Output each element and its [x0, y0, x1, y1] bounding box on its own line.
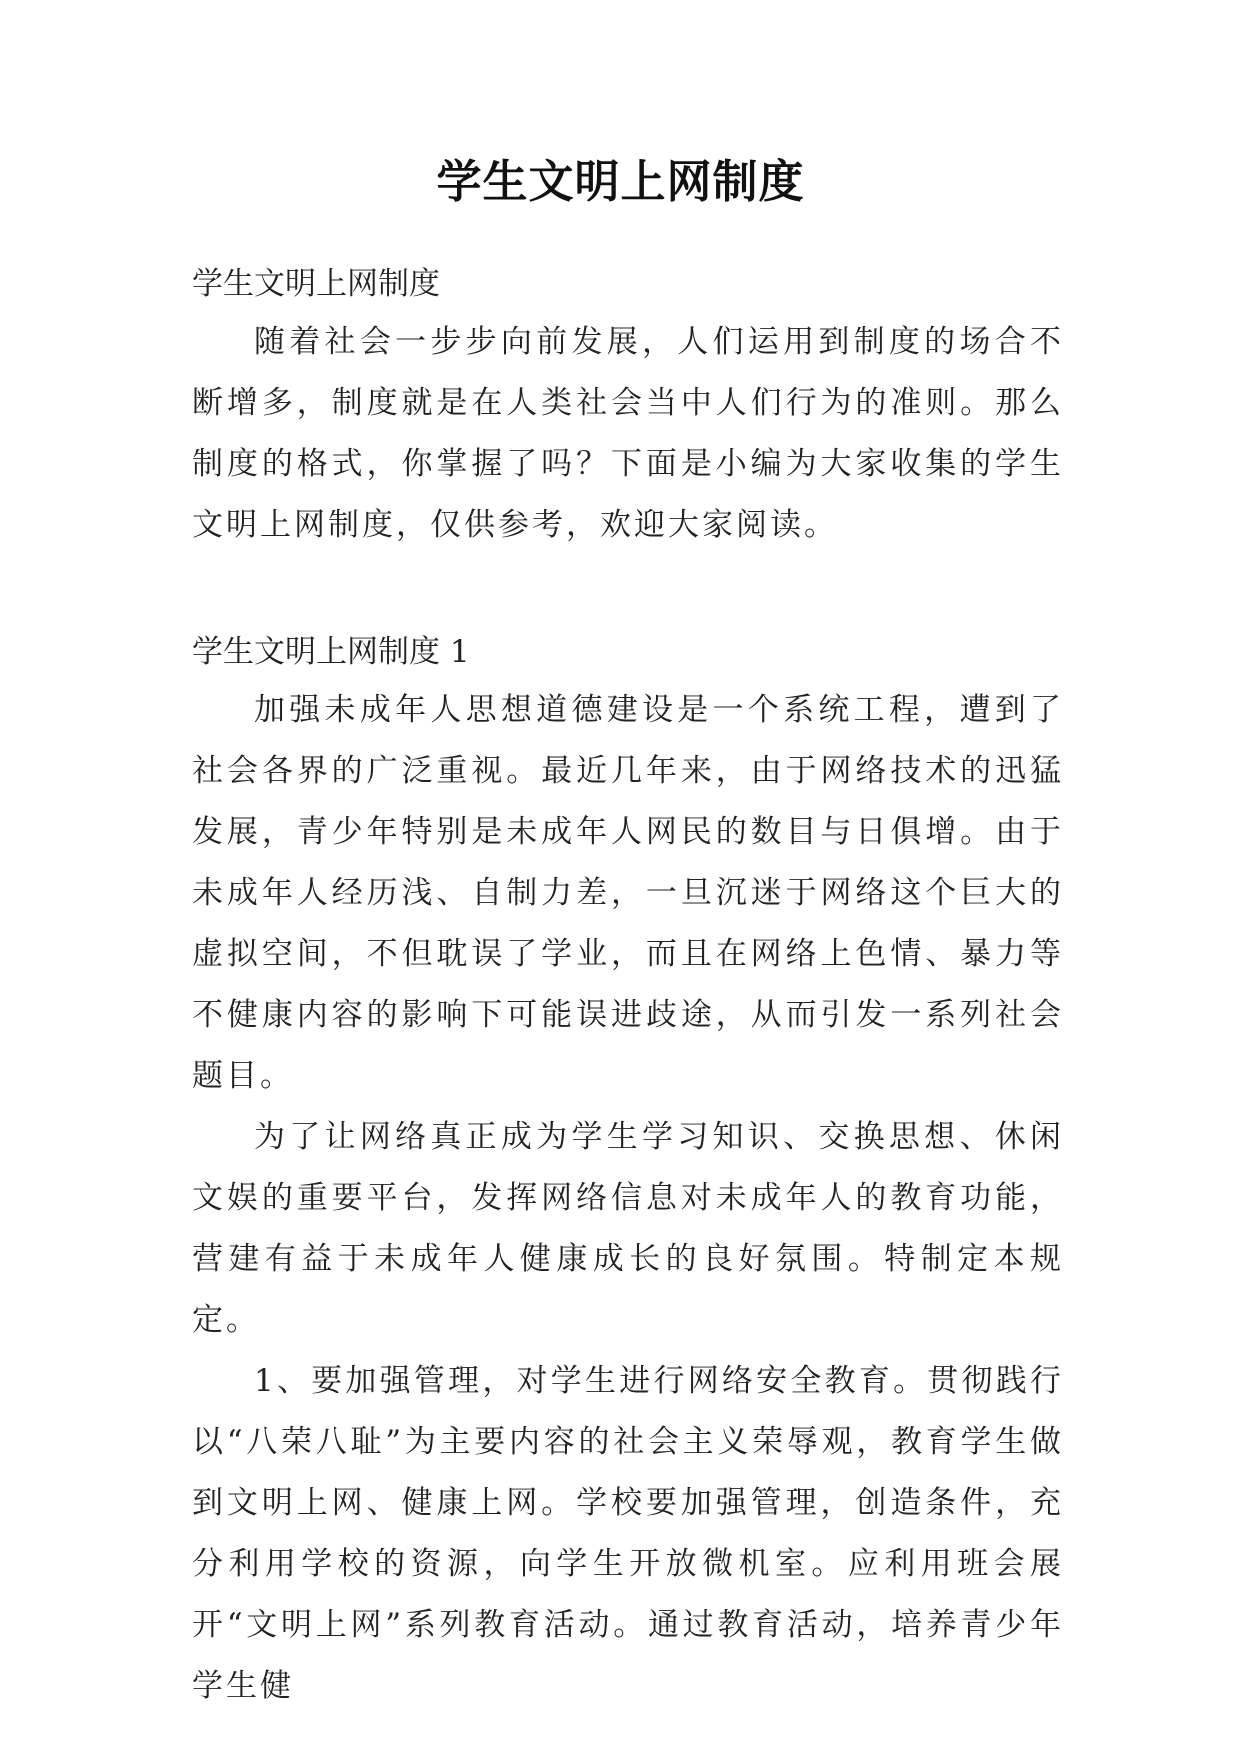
document-title: 学生文明上网制度 — [436, 155, 805, 208]
section-1-paragraph: 加强未成年人思想道德建设是一个系统工程，遭到了社会各界的广泛重视。最近几年来，由于网络技术的迅猛发展，青少年特别是未成年人网民的数目与日俱增。由于未成年人经历浅、自制力差，一旦沉迷于网络这个巨大的虚拟空间，不但耽误了学业，而且在网络上色情、暴力等不健康内容的影响下可能误进歧途，从而引发一系列社会题目。 — [192, 692, 1064, 1094]
intro-paragraph: 随着社会一步步向前发展，人们运用到制度的场合不断增多，制度就是在人类社会当中人们行为的准则。那么制度的格式，你掌握了吗？下面是小编为大家收集的学生文明上网制度，仅供参考，欢迎大家阅读。 — [192, 324, 1064, 543]
intro-heading: 学生文明上网制度 — [192, 266, 440, 302]
intro-section — [192, 312, 1064, 556]
section-1-paragraph: 为了让网络真正成为学生学习知识、交换思想、休闲文娱的重要平台，发挥网络信息对未成年人的教育功能，营建有益于未成年人健康成长的良好氛围。特制定本规定。 — [192, 1119, 1064, 1338]
section-1-heading: 学生文明上网制度 1 — [192, 634, 470, 670]
section-1-body — [192, 680, 1064, 1717]
section-1-paragraph: 1、要加强管理，对学生进行网络安全教育。贯彻践行以“八荣八耻”为主要内容的社会主义荣辱观，教育学生做到文明上网、健康上网。学校要加强管理，创造条件，充分利用学校的资源，向学生开放微机室。应利用班会展开“文明上网”系列教育活动。通过教育活动，培养青少年学生健 — [192, 1363, 1064, 1704]
